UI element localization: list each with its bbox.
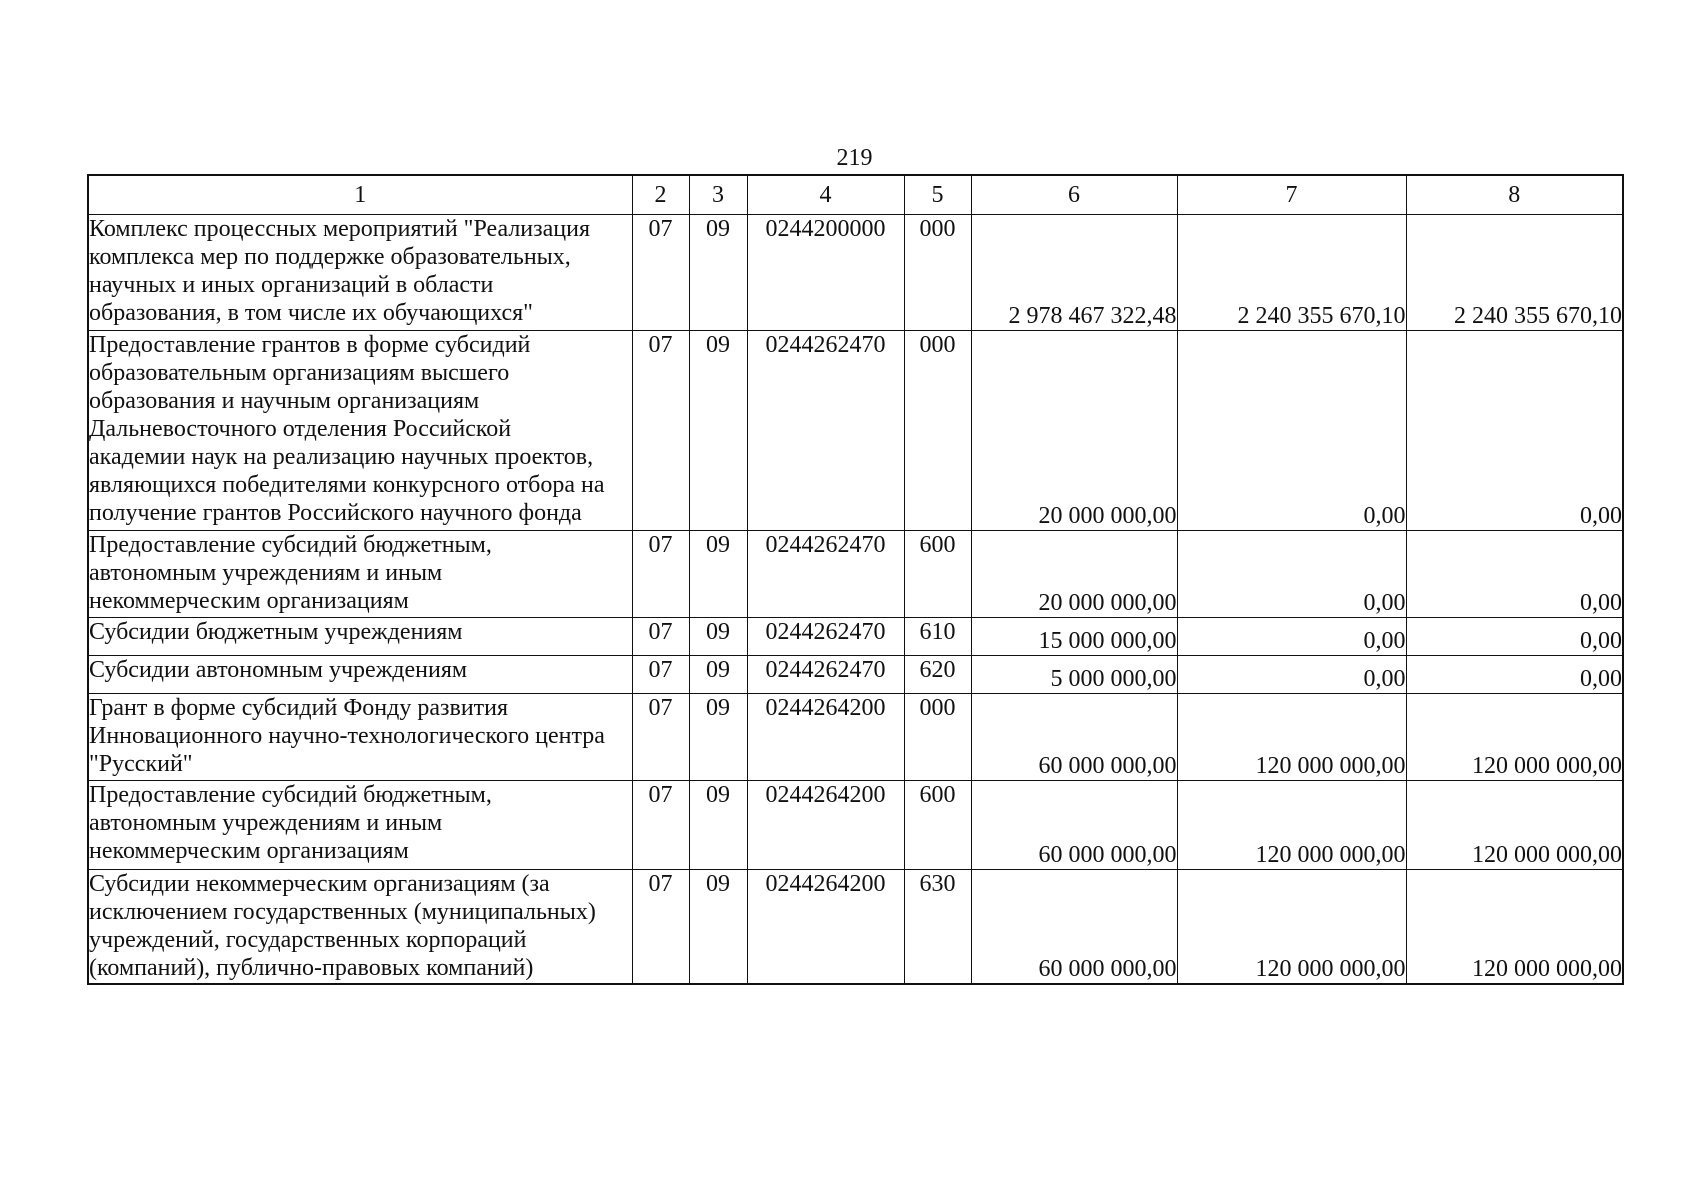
subsection-code: 09 (689, 617, 747, 655)
section-code: 07 (632, 617, 689, 655)
item-name: Комплекс процессных мероприятий "Реализация комплекса мер по поддержке образовательных, научных и иных организаций в области образования, в том числе их обучающихся" (88, 214, 632, 330)
column-header-6: 6 (971, 175, 1177, 214)
amount-column-6: 20 000 000,00 (971, 330, 1177, 530)
amount-column-6: 5 000 000,00 (971, 655, 1177, 693)
amount-column-7: 120 000 000,00 (1177, 869, 1406, 984)
amount-column-6: 60 000 000,00 (971, 780, 1177, 869)
column-header-8: 8 (1406, 175, 1623, 214)
amount-column-7: 0,00 (1177, 617, 1406, 655)
amount-column-8: 0,00 (1406, 530, 1623, 617)
amount-column-7: 0,00 (1177, 530, 1406, 617)
item-name: Предоставление грантов в форме субсидий образовательным организациям высшего образования и научным организациям Дальневосточного отделения Российской академии наук на реализацию научных проектов, являющихся победителями конкурсного отбора на получение грантов Российского научного фонда (88, 330, 632, 530)
amount-column-6: 2 978 467 322,48 (971, 214, 1177, 330)
section-code: 07 (632, 869, 689, 984)
target-article-code: 0244262470 (747, 330, 904, 530)
expense-type-code: 000 (904, 330, 971, 530)
section-code: 07 (632, 780, 689, 869)
target-article-code: 0244262470 (747, 617, 904, 655)
amount-column-8: 120 000 000,00 (1406, 780, 1623, 869)
section-code: 07 (632, 655, 689, 693)
table-row (88, 617, 1623, 655)
section-code: 07 (632, 330, 689, 530)
page-number: 219 (836, 145, 873, 171)
amount-column-7: 0,00 (1177, 330, 1406, 530)
item-name: Субсидии некоммерческим организациям (за исключением государственных (муниципальных) учреждений, государственных корпораций (компаний), публично-правовых компаний) (88, 869, 632, 984)
subsection-code: 09 (689, 330, 747, 530)
expense-type-code: 600 (904, 530, 971, 617)
target-article-code: 0244262470 (747, 530, 904, 617)
expense-type-code: 000 (904, 214, 971, 330)
target-article-code: 0244262470 (747, 655, 904, 693)
target-article-code: 0244264200 (747, 693, 904, 780)
subsection-code: 09 (689, 530, 747, 617)
subsection-code: 09 (689, 693, 747, 780)
column-header-5: 5 (904, 175, 971, 214)
expense-type-code: 000 (904, 693, 971, 780)
subsection-code: 09 (689, 214, 747, 330)
expense-type-code: 620 (904, 655, 971, 693)
table-row (88, 655, 1623, 693)
amount-column-8: 120 000 000,00 (1406, 693, 1623, 780)
subsection-code: 09 (689, 655, 747, 693)
item-name: Предоставление субсидий бюджетным, автономным учреждениям и иным некоммерческим организациям (88, 530, 632, 617)
amount-column-6: 60 000 000,00 (971, 693, 1177, 780)
amount-column-6: 15 000 000,00 (971, 617, 1177, 655)
section-code: 07 (632, 214, 689, 330)
amount-column-8: 120 000 000,00 (1406, 869, 1623, 984)
table-row (88, 330, 1623, 530)
expense-type-code: 630 (904, 869, 971, 984)
section-code: 07 (632, 693, 689, 780)
amount-column-7: 120 000 000,00 (1177, 780, 1406, 869)
amount-column-7: 120 000 000,00 (1177, 693, 1406, 780)
amount-column-7: 2 240 355 670,10 (1177, 214, 1406, 330)
table-row (88, 869, 1623, 984)
subsection-code: 09 (689, 780, 747, 869)
amount-column-7: 0,00 (1177, 655, 1406, 693)
amount-column-8: 2 240 355 670,10 (1406, 214, 1623, 330)
amount-column-8: 0,00 (1406, 655, 1623, 693)
expense-type-code: 600 (904, 780, 971, 869)
column-header-2: 2 (632, 175, 689, 214)
table-row (88, 780, 1623, 869)
amount-column-6: 60 000 000,00 (971, 869, 1177, 984)
item-name: Субсидии автономным учреждениям (88, 655, 632, 693)
item-name: Предоставление субсидий бюджетным, автономным учреждениям и иным некоммерческим организациям (88, 780, 632, 869)
expense-type-code: 610 (904, 617, 971, 655)
target-article-code: 0244264200 (747, 780, 904, 869)
column-header-7: 7 (1177, 175, 1406, 214)
subsection-code: 09 (689, 869, 747, 984)
amount-column-8: 0,00 (1406, 617, 1623, 655)
table-row (88, 530, 1623, 617)
budget-table (87, 174, 1624, 985)
column-header-3: 3 (689, 175, 747, 214)
amount-column-8: 0,00 (1406, 330, 1623, 530)
item-name: Грант в форме субсидий Фонду развития Инновационного научно-технологического центра "Русский" (88, 693, 632, 780)
target-article-code: 0244264200 (747, 869, 904, 984)
amount-column-6: 20 000 000,00 (971, 530, 1177, 617)
column-header-1: 1 (88, 175, 632, 214)
column-header-4: 4 (747, 175, 904, 214)
section-code: 07 (632, 530, 689, 617)
table-row (88, 693, 1623, 780)
item-name: Субсидии бюджетным учреждениям (88, 617, 632, 655)
header-row (88, 175, 1623, 214)
target-article-code: 0244200000 (747, 214, 904, 330)
table-row (88, 214, 1623, 330)
